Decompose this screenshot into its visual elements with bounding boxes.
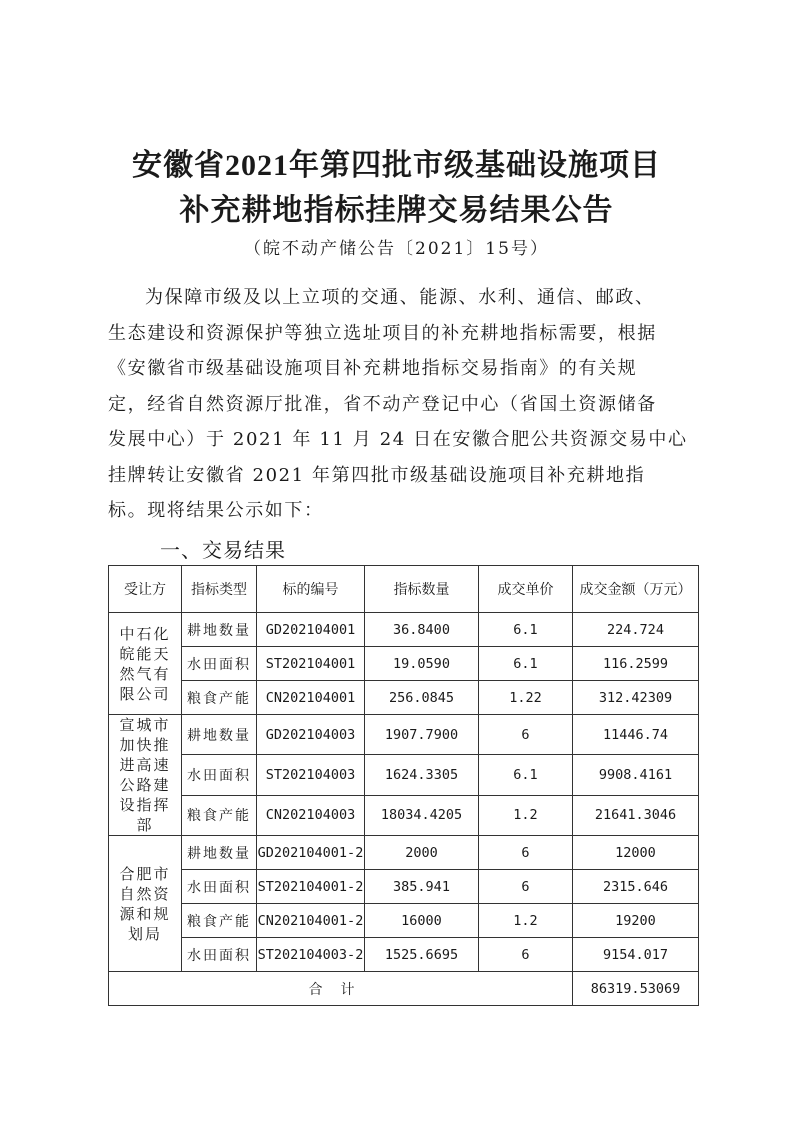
- body-line: 发展中心）于 2021 年 11 月 24 日在安徽合肥公共资源交易中心: [108, 429, 688, 450]
- amount-cell: 9154.017: [573, 938, 699, 972]
- body-line: 定，经省自然资源厅批准，省不动产登记中心（省国土资源储备: [108, 393, 657, 415]
- code-cell: ST202104003: [257, 755, 365, 795]
- body-line: 标。现将结果公示如下：: [108, 500, 324, 521]
- table-row: [109, 613, 699, 647]
- amount-cell: 11446.74: [573, 715, 699, 755]
- table-row: [109, 836, 699, 870]
- code-cell: ST202104001-2: [257, 870, 365, 904]
- body-line: 《安徽省市级基础设施项目补充耕地指标交易指南》的有关规: [108, 358, 638, 379]
- buyer-cell: 宣城市加快推进高速公路建设指挥部: [109, 715, 182, 836]
- type-cell: 水田面积: [182, 647, 257, 681]
- table-header-row: [109, 566, 699, 613]
- total-amount: 86319.53069: [573, 972, 699, 1006]
- code-cell: CN202104003: [257, 795, 365, 835]
- price-cell: 6: [479, 938, 573, 972]
- header-buyer: 受让方: [109, 566, 182, 613]
- price-cell: 6.1: [479, 755, 573, 795]
- price-cell: 6: [479, 836, 573, 870]
- header-amount: 成交金额（万元）: [573, 566, 699, 613]
- body-line: 为保障市级及以上立项的交通、能源、水利、通信、邮政、: [145, 287, 655, 308]
- quantity-cell: 18034.4205: [365, 795, 479, 835]
- section-heading: 一、交易结果: [160, 538, 286, 562]
- quantity-cell: 385.941: [365, 870, 479, 904]
- type-cell: 耕地数量: [182, 836, 257, 870]
- table-row: [109, 795, 699, 835]
- price-cell: 6: [479, 870, 573, 904]
- type-cell: 粮食产能: [182, 681, 257, 715]
- total-label: 合计: [109, 972, 573, 1006]
- results-table: [108, 565, 699, 1006]
- type-cell: 水田面积: [182, 755, 257, 795]
- price-cell: 6.1: [479, 647, 573, 681]
- quantity-cell: 36.8400: [365, 613, 479, 647]
- quantity-cell: 1624.3305: [365, 755, 479, 795]
- price-cell: 1.2: [479, 904, 573, 938]
- price-cell: 1.22: [479, 681, 573, 715]
- amount-cell: 19200: [573, 904, 699, 938]
- header-type: 指标类型: [182, 566, 257, 613]
- header-unit-price: 成交单价: [479, 566, 573, 613]
- code-cell: CN202104001-2: [257, 904, 365, 938]
- table-row: [109, 755, 699, 795]
- type-cell: 粮食产能: [182, 904, 257, 938]
- price-cell: 1.2: [479, 795, 573, 835]
- table-row: [109, 904, 699, 938]
- amount-cell: 312.42309: [573, 681, 699, 715]
- amount-cell: 21641.3046: [573, 795, 699, 835]
- quantity-cell: 19.0590: [365, 647, 479, 681]
- code-cell: CN202104001: [257, 681, 365, 715]
- amount-cell: 224.724: [573, 613, 699, 647]
- total-row: [109, 972, 699, 1006]
- header-code: 标的编号: [257, 566, 365, 613]
- amount-cell: 9908.4161: [573, 755, 699, 795]
- notice-title-line-1: 安徽省2021年第四批市级基础设施项目: [132, 149, 661, 182]
- type-cell: 耕地数量: [182, 613, 257, 647]
- table-row: [109, 870, 699, 904]
- document-number: （皖不动产储公告〔2021〕15号）: [244, 239, 549, 259]
- quantity-cell: 256.0845: [365, 681, 479, 715]
- type-cell: 水田面积: [182, 870, 257, 904]
- table-row: [109, 647, 699, 681]
- quantity-cell: 2000: [365, 836, 479, 870]
- amount-cell: 116.2599: [573, 647, 699, 681]
- table-row: [109, 938, 699, 972]
- body-line: 生态建设和资源保护等独立选址项目的补充耕地指标需要，根据: [108, 322, 657, 344]
- amount-cell: 2315.646: [573, 870, 699, 904]
- buyer-cell: 合肥市自然资源和规划局: [109, 836, 182, 972]
- type-cell: 耕地数量: [182, 715, 257, 755]
- price-cell: 6.1: [479, 613, 573, 647]
- table-row: [109, 715, 699, 755]
- notice-title-line-2: 补充耕地指标挂牌交易结果公告: [179, 194, 614, 227]
- buyer-cell: 中石化皖能天然气有限公司: [109, 613, 182, 715]
- code-cell: ST202104003-2: [257, 938, 365, 972]
- code-cell: ST202104001: [257, 647, 365, 681]
- header-quantity: 指标数量: [365, 566, 479, 613]
- body-paragraph: [108, 280, 708, 529]
- code-cell: GD202104001-2: [257, 836, 365, 870]
- quantity-cell: 16000: [365, 904, 479, 938]
- code-cell: GD202104003: [257, 715, 365, 755]
- price-cell: 6: [479, 715, 573, 755]
- amount-cell: 12000: [573, 836, 699, 870]
- type-cell: 粮食产能: [182, 795, 257, 835]
- table-row: [109, 681, 699, 715]
- quantity-cell: 1525.6695: [365, 938, 479, 972]
- type-cell: 水田面积: [182, 938, 257, 972]
- body-line: 挂牌转让安徽省 2021 年第四批市级基础设施项目补充耕地指: [108, 464, 646, 486]
- quantity-cell: 1907.7900: [365, 715, 479, 755]
- code-cell: GD202104001: [257, 613, 365, 647]
